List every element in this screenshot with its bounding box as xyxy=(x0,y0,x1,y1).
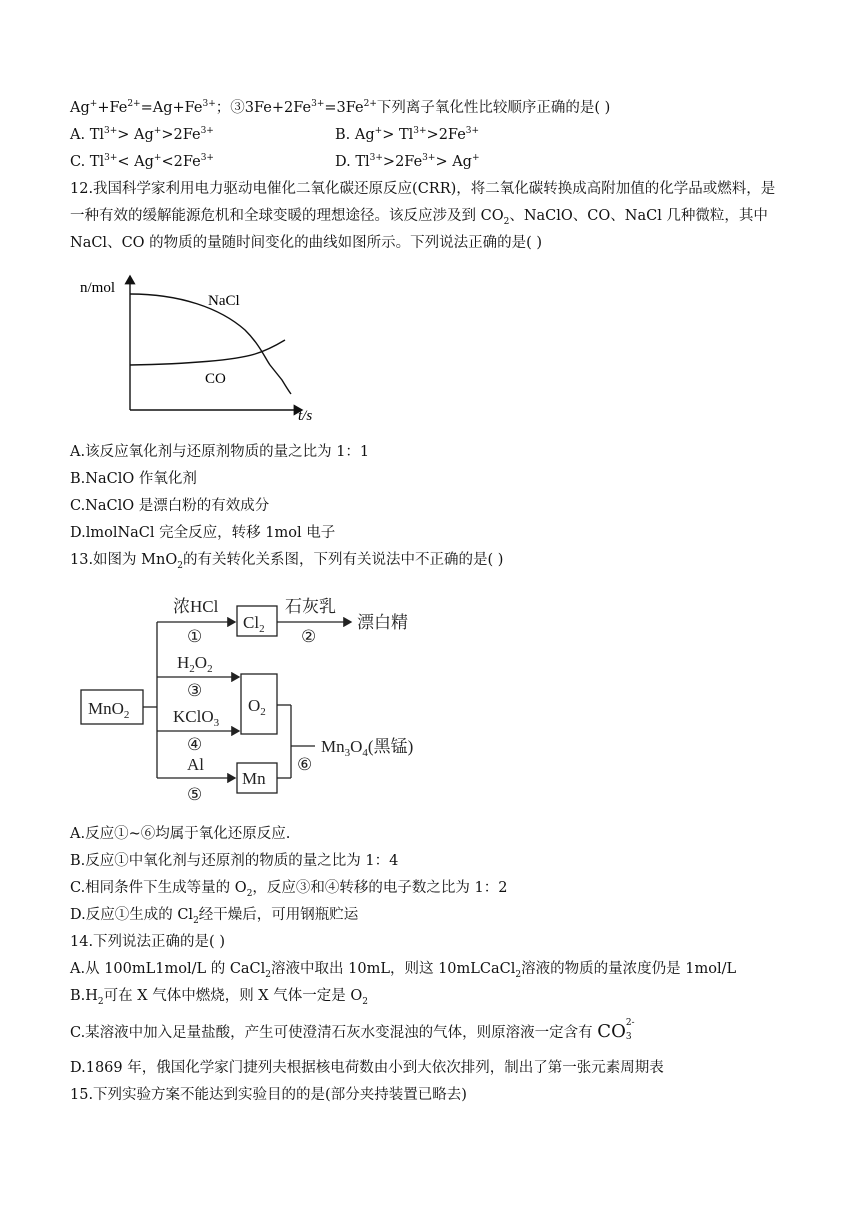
q12-option-d: D.lmolNaCl 完全反应，转移 1mol 电子 xyxy=(70,525,336,541)
r2-num: ② xyxy=(301,627,317,646)
mno2-label: MnO$_2$ xyxy=(88,699,130,721)
q12-option-c: C.NaClO 是漂白粉的有效成分 xyxy=(70,498,270,514)
q11-continuation: $Ag^++Fe^{2+}=Ag+Fe^{3+}$；$③3Fe+2Fe^{3+}=3Fe^{2+}$下列离子氧化性比较顺序正确的是( ) xyxy=(70,99,611,116)
q11-option-a: A. $Tl^{3+}> Ag^+>2Fe^{3+}$ xyxy=(70,126,214,143)
q13-stem: 13.如图为 MnO$_2$的有关转化关系图，下列有关说法中不正确的是( ) xyxy=(70,552,504,571)
q14-option-c: C.某溶液中加入足量盐酸，产生可使澄清石灰水变混浊的气体，则原溶液一定含有 CO 2- 3 xyxy=(70,1018,635,1042)
r3-num: ③ xyxy=(187,681,203,700)
q14-option-a: A.从 100mL1mol/L 的 CaCl$_2$溶液中取出 10mL，则这 10mLCaCl$_2$溶液的物质的量浓度仍是 1mol/L xyxy=(70,961,737,980)
r4-num: ④ xyxy=(187,735,203,754)
mn-label: Mn xyxy=(242,769,266,788)
r5-reagent: Al xyxy=(187,755,204,774)
r6-num: ⑥ xyxy=(297,755,313,774)
q13-option-c: C.相同条件下生成等量的 $O_2$，反应③和④转移的电子数之比为 1：2 xyxy=(70,880,508,899)
q15-stem: 15.下列实验方案不能达到实验目的的是(部分夹持装置已略去) xyxy=(70,1087,467,1103)
bleach-label: 漂白精 xyxy=(357,613,408,632)
o2-label: $O_2$ xyxy=(248,696,266,718)
q11-option-c: C. $Tl^{3+}< Ag^+<2Fe^{3+}$ xyxy=(70,153,214,170)
r4-reagent: KClO$_3$ xyxy=(173,707,220,729)
q13-option-a: A.反应①~⑥均属于氧化还原反应. xyxy=(70,826,291,842)
q12-chart xyxy=(70,268,330,428)
q11-option-d: D. $Tl^{3+}>2Fe^{3+}> Ag^+$ xyxy=(335,153,480,170)
q12-option-a: A.该反应氧化剂与还原剂物质的量之比为 1：1 xyxy=(70,444,370,460)
r5-num: ⑤ xyxy=(187,785,203,804)
mn3o4-label: $Mn_3O_4$(黑锰) xyxy=(321,737,414,759)
q14-stem: 14.下列说法正确的是( ) xyxy=(70,934,225,950)
q11-option-b: B. $Ag^+> Tl^{3+}>2Fe^{3+}$ xyxy=(335,126,480,143)
r3-reagent: $H_2O_2$ xyxy=(177,653,213,675)
r1-reagent: 浓HCl xyxy=(173,597,219,616)
q12-option-b: B.NaClO 作氧化剂 xyxy=(70,471,197,487)
cl2-label: $Cl_2$ xyxy=(243,613,265,635)
q12-stem-line2: 一种有效的缓解能源危机和全球变暖的理想途径。该反应涉及到 $CO_2$、NaClO、CO、NaCl 几种微粒，其中 xyxy=(70,208,768,227)
series-nacl-label: NaCl xyxy=(208,293,240,309)
r2-reagent: 石灰乳 xyxy=(285,597,336,616)
r1-num: ① xyxy=(187,627,203,646)
q13-option-d: D.反应①生成的 $Cl_2$经干燥后，可用钢瓶贮运 xyxy=(70,907,359,926)
series-co-label: CO xyxy=(205,371,226,387)
q14-option-d: D.1869 年，俄国化学家门捷列夫根据核电荷数由小到大依次排列，制出了第一张元素周期表 xyxy=(70,1060,664,1076)
q12-stem-line1: 12.我国科学家利用电力驱动电催化二氧化碳还原反应(CRR)，将二氧化碳转换成高附加值的化学品或燃料，是 xyxy=(70,181,776,197)
q13-diagram xyxy=(75,588,445,808)
x-axis-label: t/s xyxy=(298,408,313,424)
q12-stem-line3: NaCl、CO 的物质的量随时间变化的曲线如图所示。下列说法正确的是( ) xyxy=(70,235,543,251)
y-axis-label: n/mol xyxy=(80,280,116,296)
q14-option-b: $B.H_2$可在 X 气体中燃烧，则 X 气体一定是 $O_2$ xyxy=(70,988,368,1007)
q13-option-b: B.反应①中氧化剂与还原剂的物质的量之比为 1：4 xyxy=(70,853,399,869)
